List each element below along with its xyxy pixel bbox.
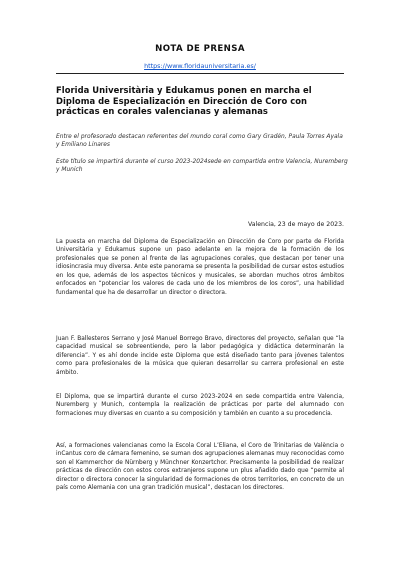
website-link[interactable]: https://www.floridauniversitaria.es/ <box>144 62 256 70</box>
header-divider <box>56 73 344 74</box>
dateline: Valencia, 23 de mayo de 2023. <box>247 221 344 228</box>
lead-subtitle-venue: Este título se impartirá durante el curso 2023-2024sede en compartida entre Valencia, Nuremberg y Munich <box>56 159 348 174</box>
body-paragraph: Juan F. Ballesteros Serrano y José Manuel Borrego Bravo, directores del proyecto, señalan que “la capacidad musical se sobreentiende, pero la labor pedagógica y didáctica determinarán la diferencia”. Y es ahí donde incide este Diploma que está diseñado tanto para jóvenes talentos como para profesionales de la música que quieran desarrollar su carrera profesional en este ámbito. <box>56 336 344 376</box>
body-paragraph: La puesta en marcha del Diploma de Especialización en Dirección de Coro por parte de Florida Universitària y Edukamus supone un paso adelante en la mejora de la formación de los profesionales que se ponen al frente de las agrupaciones corales, que destacan por tener una idiosincrasia muy diversa. Ante este panorama se presenta la posibilidad de cursar estos estudios en los que, además de los aspectos técnicos y musicales, se abordan muchos otros ámbitos enfocados en “potenciar los valores de cada uno de los miembros de los coros”, una habilidad fundamental que ha de desarrollar un director o directora. <box>56 239 344 296</box>
article-headline: Florida Universitària y Edukamus ponen en marcha el Diploma de Especialización en Dirección de Coro con prácticas en corales valencianas y alemanas <box>56 85 312 117</box>
body-paragraph: Así, a formaciones valencianas como la Escola Coral L’Eliana, el Coro de Trinitarias de València o inCantus coro de cámara femenino, se suman dos agrupaciones alemanas muy reconocidas como son el Kammerchor de Nürnberg y Münchner Konzertchor. Precisamente la posibilidad de realizar prácticas de dirección con estos coros extranjeros supone un plus añadido dado que “permite al director o directora conocer la singularidad de formaciones de otros territorios, en concreto de un país como Alemania con una gran tradición musical”, destacan los directores. <box>56 443 344 492</box>
body-paragraph: El Diploma, que se impartirá durante el curso 2023-2024 en sede compartida entre Valencia, Nuremberg y Munich, contempla la realización de prácticas por parte del alumnado con formaciones muy diversas en cuanto a su composición y también en cuanto a su procedencia. <box>56 394 344 417</box>
lead-subtitle-faculty: Entre el profesorado destacan referentes del mundo coral como Gary Gradén, Paula Torres Ayala y Emiliano Linares <box>56 134 343 149</box>
document-type-heading: NOTA DE PRENSA <box>155 44 245 54</box>
